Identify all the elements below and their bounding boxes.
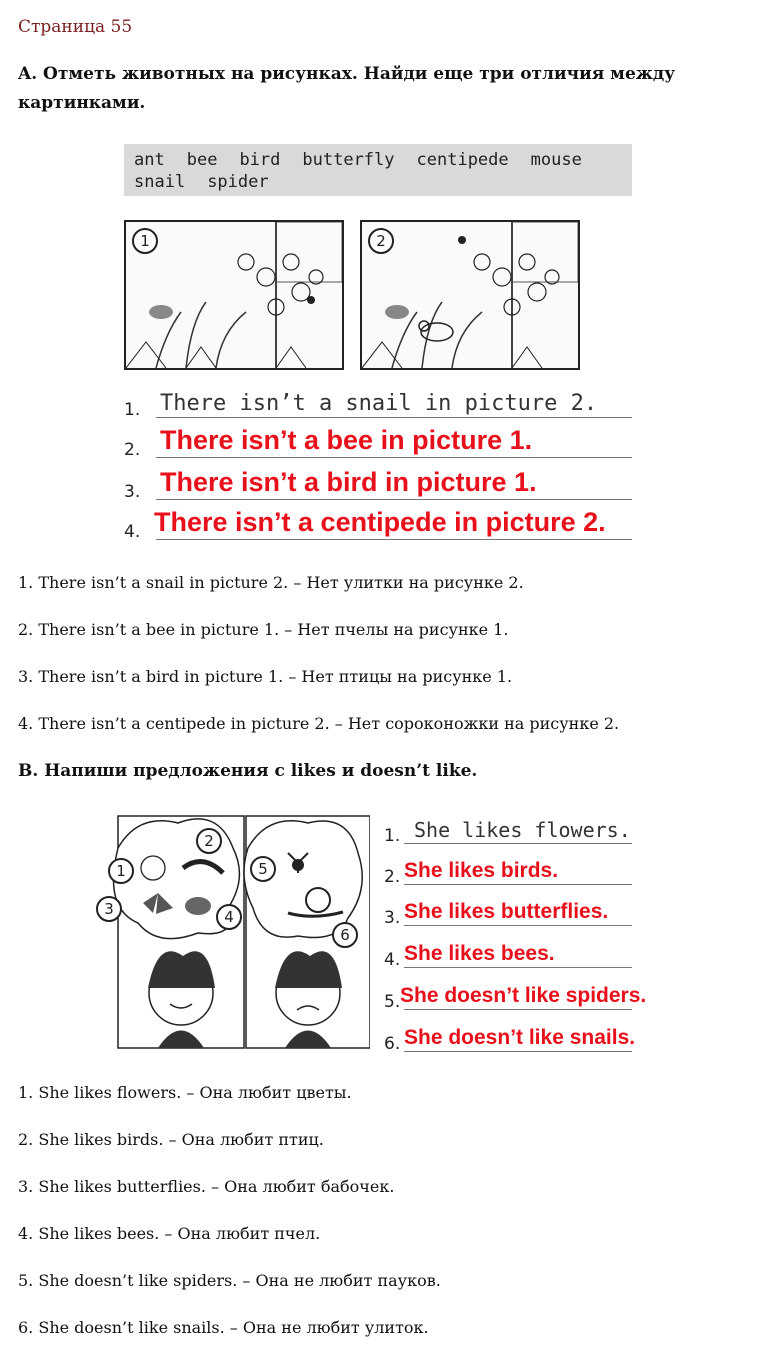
garden-picture-1 bbox=[124, 220, 344, 370]
picture-number: 1 bbox=[132, 228, 158, 254]
translation-line: 2. There isn’t a bee in picture 1. – Нет пчелы на рисунке 1. bbox=[18, 620, 509, 639]
worksheet-line bbox=[122, 424, 637, 464]
word-bank-item: ant bbox=[134, 150, 165, 170]
answer-text: She likes butterflies. bbox=[404, 900, 609, 923]
word-bank-item: snail bbox=[134, 172, 186, 192]
worksheet-line bbox=[122, 384, 637, 424]
task-b-title: B. Напиши предложения с likes и doesn’t like. bbox=[18, 761, 478, 781]
word-bank-item: spider bbox=[207, 172, 269, 192]
bubble-number: 4 bbox=[216, 904, 242, 930]
word-bank-item: bird bbox=[239, 150, 281, 170]
line-number: 2. bbox=[384, 867, 401, 887]
translation-line: 1. She likes flowers. – Она любит цветы. bbox=[18, 1083, 352, 1102]
line-number: 6. bbox=[384, 1034, 401, 1054]
answer-text: There isn’t a centipede in picture 2. bbox=[154, 507, 606, 537]
answer-text: There isn’t a bird in picture 1. bbox=[160, 467, 537, 497]
translation-line: 4. There isn’t a centipede in picture 2. – Нет сороконожки на рисунке 2. bbox=[18, 714, 620, 733]
answer-text: There isn’t a bee in picture 1. bbox=[160, 425, 533, 455]
translation-line: 6. She doesn’t like snails. – Она не любит улиток. bbox=[18, 1318, 429, 1337]
worksheet-b bbox=[98, 800, 668, 1055]
translation-line: 2. She likes birds. – Она любит птиц. bbox=[18, 1130, 324, 1149]
line-number: 1. bbox=[124, 400, 141, 420]
worksheet-line bbox=[382, 849, 647, 889]
word-bank-item: mouse bbox=[530, 150, 582, 170]
line-number: 4. bbox=[124, 522, 141, 542]
bubble-number: 1 bbox=[108, 858, 134, 884]
worksheet-line bbox=[382, 932, 647, 972]
girls-illustration bbox=[98, 808, 370, 1053]
word-bank-item: centipede bbox=[416, 150, 509, 170]
bubble-number: 2 bbox=[196, 828, 222, 854]
page-heading: Страница 55 bbox=[18, 17, 133, 37]
answer-text: She doesn’t like snails. bbox=[404, 1026, 636, 1049]
garden-picture-2 bbox=[360, 220, 580, 370]
answer-text: She likes birds. bbox=[404, 859, 559, 882]
garden-drawing-1 bbox=[126, 222, 342, 368]
line-number: 4. bbox=[384, 950, 401, 970]
bubble-number: 6 bbox=[332, 922, 358, 948]
handwritten-example: There isn’t a snail in picture 2. bbox=[160, 391, 598, 416]
picture-number: 2 bbox=[368, 228, 394, 254]
worksheet-line bbox=[122, 466, 637, 506]
translation-line: 3. There isn’t a bird in picture 1. – Нет птицы на рисунке 1. bbox=[18, 667, 513, 686]
answer-text: She doesn’t like spiders. bbox=[400, 984, 647, 1007]
word-bank-item: bee bbox=[186, 150, 218, 170]
answer-text: She likes bees. bbox=[404, 942, 555, 965]
translation-line: 1. There isn’t a snail in picture 2. – Нет улитки на рисунке 2. bbox=[18, 573, 524, 592]
worksheet-a bbox=[122, 142, 642, 552]
bubble-number: 5 bbox=[250, 856, 276, 882]
worksheet-line bbox=[122, 506, 637, 546]
worksheet-line bbox=[382, 808, 647, 848]
line-number: 1. bbox=[384, 826, 401, 846]
line-number: 2. bbox=[124, 440, 141, 460]
line-number: 5. bbox=[384, 992, 401, 1012]
word-bank-item: butterfly bbox=[302, 150, 395, 170]
worksheet-line bbox=[382, 890, 647, 930]
translation-line: 4. She likes bees. – Она любит пчел. bbox=[18, 1224, 321, 1243]
line-number: 3. bbox=[124, 482, 141, 502]
translation-line: 3. She likes butterflies. – Она любит бабочек. bbox=[18, 1177, 395, 1196]
worksheet-line bbox=[382, 1016, 647, 1056]
translation-line: 5. She doesn’t like spiders. – Она не любит пауков. bbox=[18, 1271, 441, 1290]
garden-drawing-2 bbox=[362, 222, 578, 368]
word-bank bbox=[124, 144, 632, 196]
handwritten-example: She likes flowers. bbox=[414, 818, 631, 842]
task-a-title: A. Отметь животных на рисунках. Найди еще три отличия между картинками. bbox=[18, 64, 676, 113]
line-number: 3. bbox=[384, 908, 401, 928]
worksheet-line bbox=[382, 974, 647, 1014]
bubble-number: 3 bbox=[96, 896, 122, 922]
